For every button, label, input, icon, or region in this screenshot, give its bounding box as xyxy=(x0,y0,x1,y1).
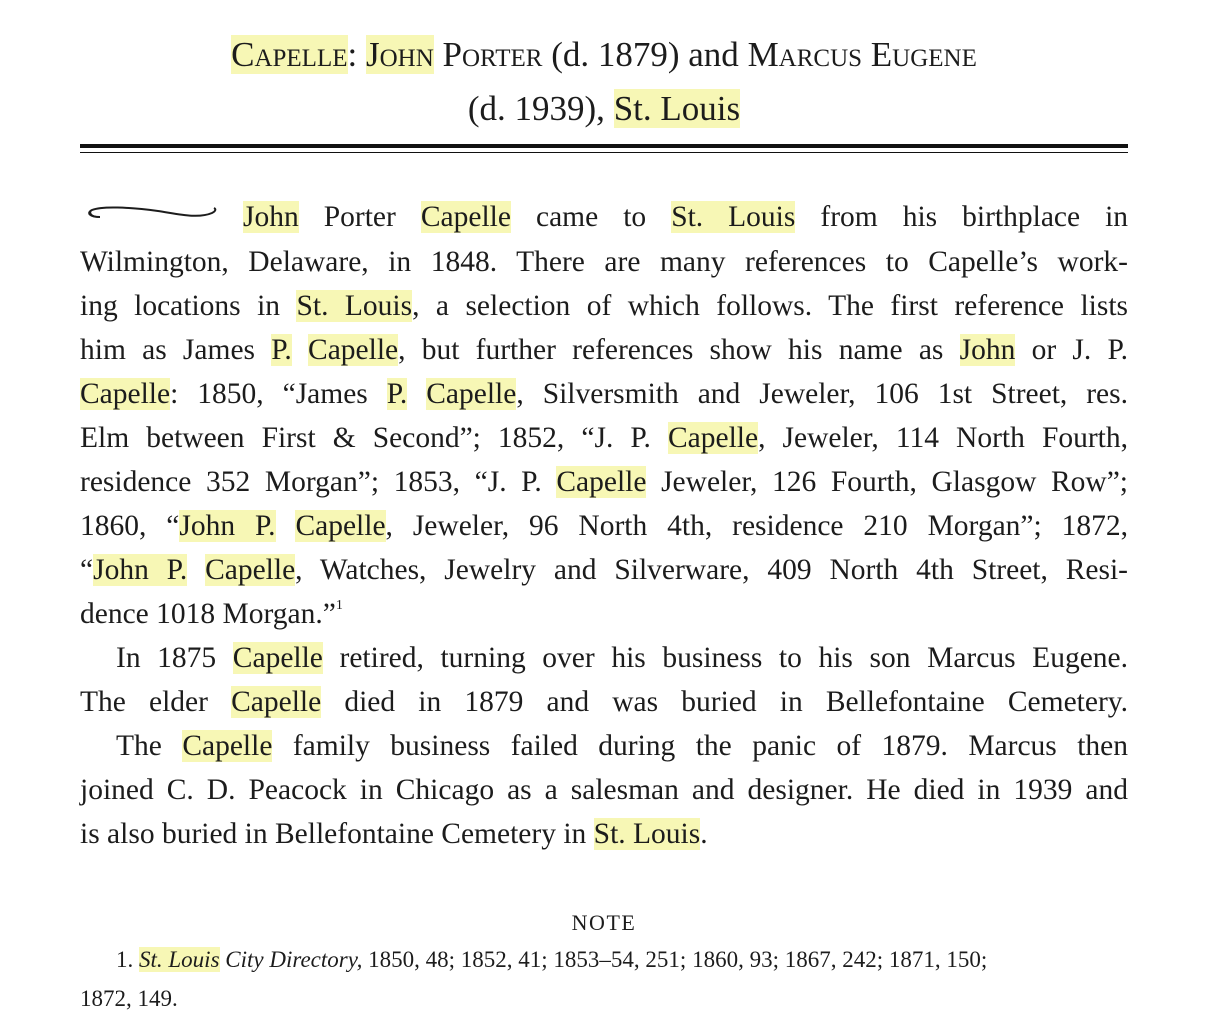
note-source-title: City Directory, xyxy=(225,947,363,972)
heading-line-1 xyxy=(80,28,1128,82)
heading-surname: Capelle xyxy=(231,35,348,74)
note-line-1 xyxy=(116,945,987,975)
note-citations: 1850, 48; 1852, 41; 1853–54, 251; 1860, 93; 1867, 242; 1871, 150; xyxy=(368,947,988,972)
heading-first-name: John xyxy=(365,35,434,74)
body-line-2: Wilmington, Delaware, in 1848. There are many references to Capelle’s work- xyxy=(80,246,1128,278)
heading-place: St. Louis xyxy=(613,89,741,128)
body-line-11: In 1875 Capelle retired, turning over his business to his son Marcus Eugene. xyxy=(116,642,1129,674)
heading-dates-2: (d. 1939), xyxy=(467,89,605,128)
heading-colon: : xyxy=(347,35,358,74)
flourish-ornament-icon xyxy=(80,203,220,227)
footnote-ref: 1 xyxy=(335,598,343,613)
heading-rule-thin xyxy=(80,152,1128,153)
heading-dates-1: (d. 1879) and xyxy=(551,35,739,74)
body-line-8: 1860, “John P. Capelle, Jeweler, 96 North 4th, residence 210 Morgan”; 1872, xyxy=(80,510,1128,542)
body-line-13: The Capelle family business failed during the panic of 1879. Marcus then xyxy=(116,730,1129,762)
body-line-5: Capelle: 1850, “James P. Capelle, Silversmith and Jeweler, 106 1st Street, res. xyxy=(80,378,1129,410)
note-source-place: St. Louis xyxy=(139,947,220,972)
body-line-14: joined C. D. Peacock in Chicago as a salesman and designer. He died in 1939 and xyxy=(80,774,1128,806)
body-line-15: is also buried in Bellefontaine Cemetery in St. Louis. xyxy=(80,818,708,850)
body-line-9: “John P. Capelle, Watches, Jewelry and Silverware, 409 North 4th Street, Resi- xyxy=(80,554,1128,586)
note-heading: NOTE xyxy=(571,910,637,935)
body-line-7: residence 352 Morgan”; 1853, “J. P. Capelle Jeweler, 126 Fourth, Glasgow Row”; xyxy=(80,466,1129,498)
heading-middle-name: Porter xyxy=(442,35,543,74)
body-line-1: John Porter Capelle came to St. Louis from his birthplace in xyxy=(243,201,1129,233)
body-line-4: him as James P. Capelle, but further references show his name as John or J. P. xyxy=(80,334,1129,366)
body-line-3: ing locations in St. Louis, a selection of which follows. The first reference lists xyxy=(80,290,1129,322)
note-number: 1. xyxy=(116,947,134,972)
body-line-12: The elder Capelle died in 1879 and was buried in Bellefontaine Cemetery. xyxy=(80,686,1129,718)
body-line-10: dence 1018 Morgan.”$^1$ xyxy=(80,598,343,630)
heading-second-name: Marcus Eugene xyxy=(747,35,977,74)
heading-rule-thick xyxy=(80,144,1128,148)
note-line-2: 1872, 149. xyxy=(80,986,178,1011)
body-line-6: Elm between First & Second”; 1852, “J. P. Capelle, Jeweler, 114 North Fourth, xyxy=(80,422,1128,454)
heading-line-2 xyxy=(80,82,1128,136)
